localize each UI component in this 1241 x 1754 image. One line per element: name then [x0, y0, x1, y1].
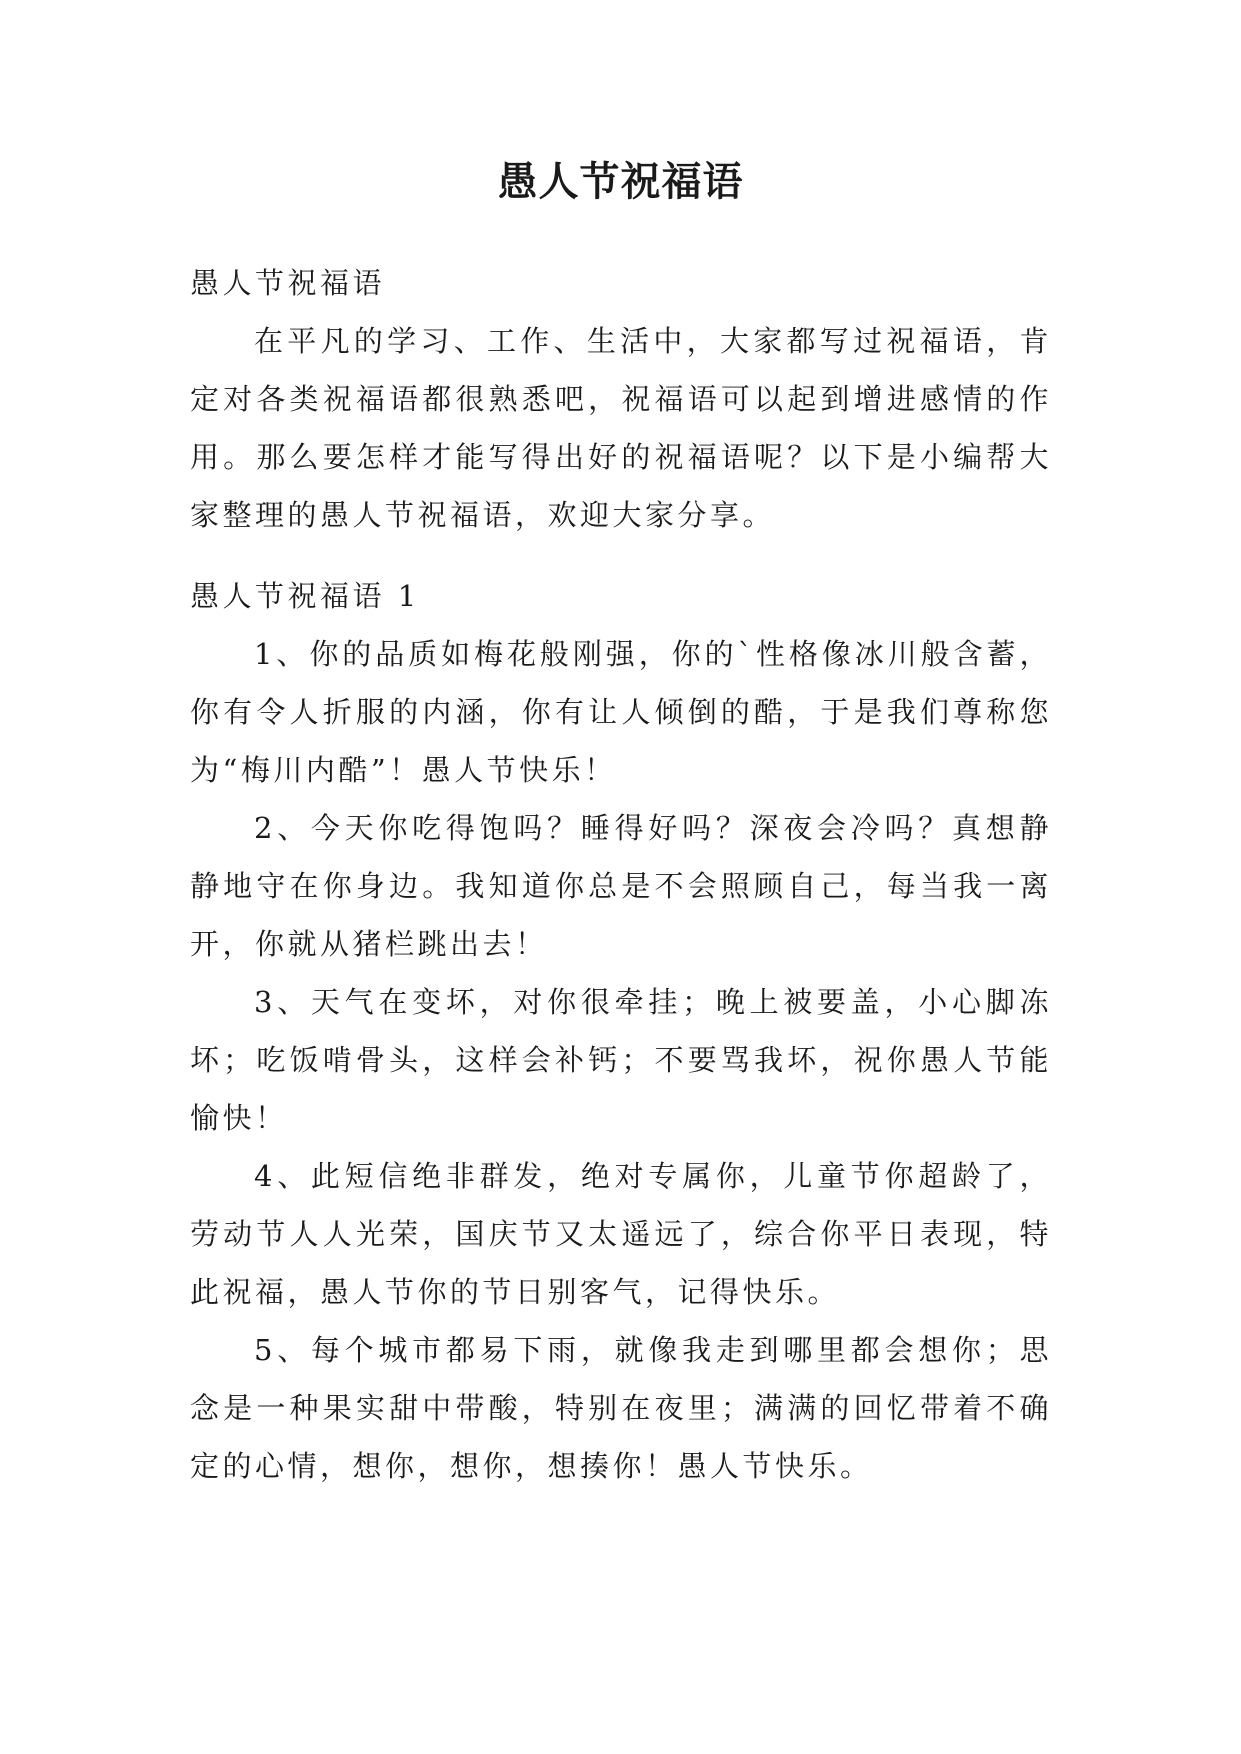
- wish-item-5: 5、每个城市都易下雨，就像我走到哪里都会想你；思念是一种果实甜中带酸，特别在夜里；满满的回忆带着不确定的心情，想你，想你，想揍你！愚人节快乐。: [190, 1333, 1052, 1483]
- wish-item-2: 2、今天你吃得饱吗？睡得好吗？深夜会冷吗？真想静静地守在你身边。我知道你总是不会照顾自己，每当我一离开，你就从猪栏跳出去！: [190, 811, 1052, 961]
- section-heading: 愚人节祝福语 1: [190, 579, 420, 613]
- wish-item-4: 4、此短信绝非群发，绝对专属你，儿童节你超龄了，劳动节人人光荣，国庆节又太遥远了，综合你平日表现，特此祝福，愚人节你的节日别客气，记得快乐。: [190, 1159, 1052, 1309]
- wish-item-3: 3、天气在变坏，对你很牵挂；晚上被要盖，小心脚冻坏；吃饭啃骨头，这样会补钙；不要骂我坏，祝你愚人节能愉快！: [190, 985, 1052, 1135]
- intro-paragraph: 在平凡的学习、工作、生活中，大家都写过祝福语，肯定对各类祝福语都很熟悉吧，祝福语可以起到增进感情的作用。那么要怎样才能写得出好的祝福语呢？以下是小编帮大家整理的愚人节祝福语，欢迎大家分享。: [190, 324, 1052, 532]
- document-subtitle: 愚人节祝福语: [190, 266, 386, 300]
- wish-item-1: 1、你的品质如梅花般刚强，你的`性格像冰川般含蓄，你有令人折服的内涵，你有让人倾倒的酷，于是我们尊称您为“梅川内酷”！愚人节快乐！: [190, 637, 1052, 787]
- document-title: 愚人节祝福语: [497, 158, 744, 205]
